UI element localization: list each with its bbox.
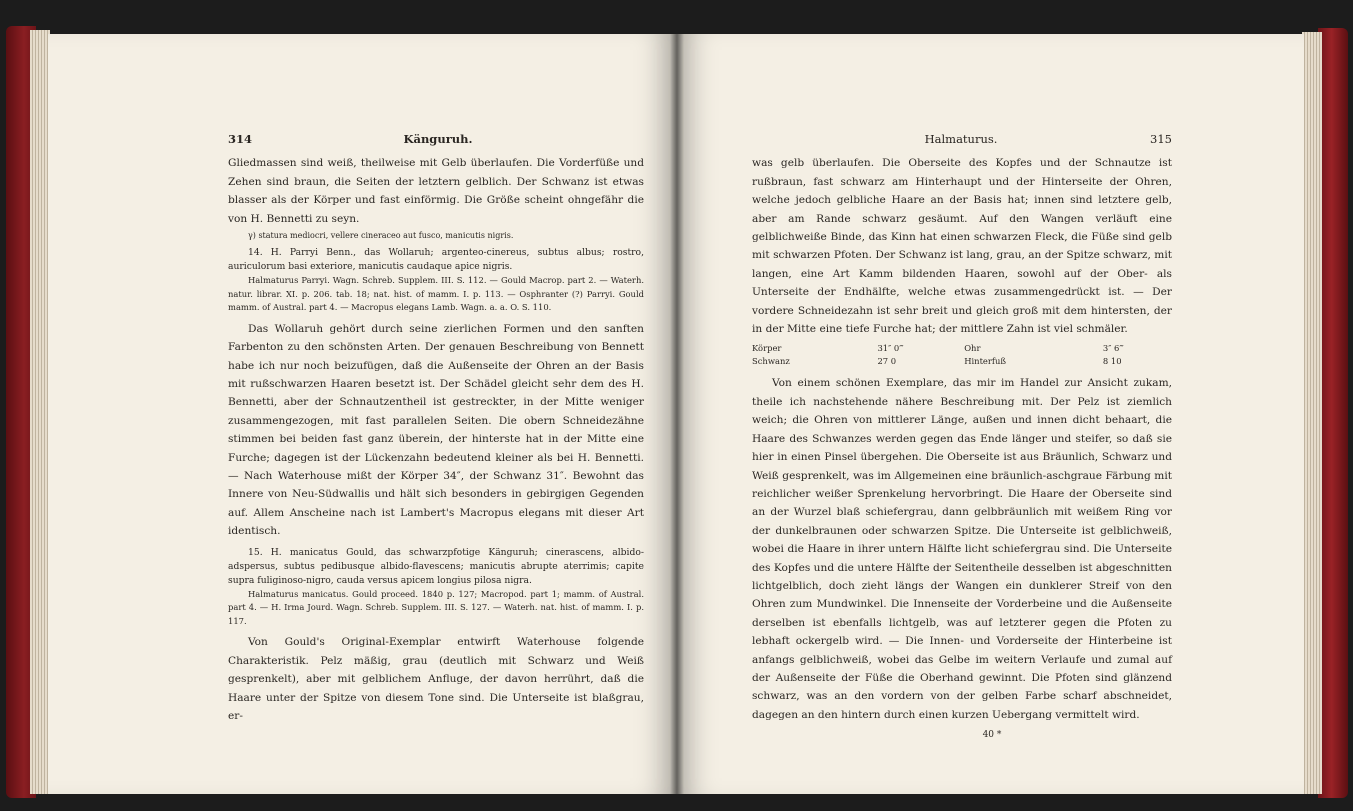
page-number: 315 xyxy=(1150,132,1172,146)
book-cover-right xyxy=(1318,28,1348,798)
measurements-table xyxy=(752,342,1172,368)
page-edges-right xyxy=(1302,32,1322,794)
paragraph: Von Gould's Original-Exemplar entwirft Waterhouse folgende Charakteristik. Pelz mäßig, grau (deutlich mit Schwarz und Weiß gesprenkelt), aber mit gelblichem Anfluge, der davon herrührt, daß die Haare unter der Spitze von diesem Tone sind. Die Unterseite ist blaßgrau, er- xyxy=(228,636,644,723)
measurement-label: Körper xyxy=(752,343,782,354)
right-text-column xyxy=(752,130,1172,745)
species-references: Halmaturus Parryi. Wagn. Schreb. Supplem. III. S. 112. — Gould Macrop. part 2. — Waterh. natur. librar. XI. p. 206. tab. 18; nat. hist. of mamm. I. p. 113. — Osphranter (?) Parryi. Gould mamm. of Austral. part 4. — Macropus elegans Lamb. Wagn. a. a. O. S. 110. xyxy=(228,275,644,313)
measurement-value: 3″ 6‴ xyxy=(1102,343,1124,354)
species-references: Halmaturus manicatus. Gould proceed. 1840 p. 127; Macropod. part 1; mamm. of Austral. part 4. — H. Irma Jourd. Wagn. Schreb. Supplem. III. S. 127. — Waterh. nat. hist. of mamm. I. p. 117. xyxy=(228,588,644,626)
measurement-value: 8 10 xyxy=(1102,356,1122,367)
species-heading: 15. H. manicatus Gould, das schwarzpfotige Känguruh; cinerascens, albido-adspersus, subtus pedibusque albido-flavescens; manicutis abrupte aterrimis; capite supra fuliginoso-nigro, cauda versus apicem longius pilosa nigra. xyxy=(228,546,644,586)
measurement-value: 31″ 0‴ xyxy=(877,343,904,354)
measurement-label: Hinterfuß xyxy=(964,356,1006,367)
paragraph: was gelb überlaufen. Die Oberseite des Kopfes und der Schnautze ist rußbraun, fast schwarz am Hinterhaupt und der Hinterseite der Ohren, welche jedoch gelbliche Haare an der Basis hat; innen sind letztere gelb, aber am Rande schwarz gesäumt. Auf den Wangen verläuft eine gelblichweiße Binde, das Kinn hat einen schwarzen Fleck, die Füße sind gelb mit schwarzen Pfoten. Der Schwanz ist lang, grau, an der Spitze schwarz, mit langen, eine Art Kamm bildenden Haaren, sowohl auf der Ober- als Unterseite der Endhälfte, welche etwas zusammengedrückt ist. — Der vordere Schneidezahn ist sehr breit und gleich groß mit dem hintersten, der in der Mitte eine tiefe Furche hat; der mittlere Zahn ist viel schmäler. xyxy=(752,157,1172,336)
running-title: Halmaturus. xyxy=(924,132,998,146)
right-page xyxy=(676,34,1304,794)
left-page xyxy=(48,34,676,794)
paragraph: Gliedmassen sind weiß, theilweise mit Gelb überlaufen. Die Vorderfüße und Zehen sind braun, die Seiten der letztern gelblich. Der Schwanz ist etwas blasser als der Körper und fast einförmig. Die Größe scheint ohngefähr die von H. Bennetti zu seyn. xyxy=(228,157,644,225)
page-edges-left xyxy=(30,30,50,794)
measurement-row xyxy=(752,355,1172,368)
right-page-header xyxy=(752,130,1172,148)
page-number: 314 xyxy=(228,132,253,146)
running-title: Känguruh. xyxy=(403,132,473,146)
species-heading: 14. H. Parryi Benn., das Wollaruh; argenteo-cinereus, subtus albus; rostro, auriculorum basi exteriore, manicutis caudaque apice nigris. xyxy=(228,247,644,273)
left-text-column xyxy=(228,130,644,726)
measurement-label: Schwanz xyxy=(752,356,790,367)
paragraph: Das Wollaruh gehört durch seine zierlichen Formen und den sanften Farbenton zu den schönsten Arten. Der genauen Beschreibung von Bennett habe ich nur noch beizufügen, daß die Außenseite der Ohren an der Basis mit rußschwarzen Haaren besetzt ist. Der Schädel gleicht sehr dem des H. Bennetti, aber der Schnautzentheil ist gestreckter, in der Mitte weniger zusammengezogen, mit fast parallelen Seiten. Die obern Schneidezähne stimmen bei beiden fast ganz überein, der hinterste hat in der Mitte eine Furche; dagegen ist der Lückenzahn bedeutend kleiner als bei H. Bennetti. — Nach Waterhouse mißt der Körper 34″, der Schwanz 31″. Bewohnt das Innere von Neu-Südwallis und hält sich besonders in gebirgigen Gegenden auf. Allem Anscheine nach ist Lambert's Macropus elegans mit dieser Art identisch. xyxy=(228,322,644,538)
measurement-value: 27 0 xyxy=(877,356,897,367)
left-page-header xyxy=(228,130,644,148)
signature-mark: 40 * xyxy=(982,730,1002,741)
measurement-row xyxy=(752,342,1172,355)
paragraph: Von einem schönen Exemplare, das mir im Handel zur Ansicht zukam, theile ich nachstehende nähere Beschreibung mit. Der Pelz ist ziemlich weich; die Ohren von mittlerer Länge, außen und innen dicht behaart, die Haare des Schwanzes werden gegen das Ende länger und steifer, so daß sie hier in einen Pinsel übergehen. Die Oberseite ist aus Bräunlich, Schwarz und Weiß gesprenkelt, was im Allgemeinen eine bräunlich-aschgraue Färbung mit reichlicher weißer Sprenkelung hervorbringt. Die Haare der Oberseite sind an der Wurzel blaß schiefergrau, dann gelbbräunlich mit weißem Ring vor der dunkelbraunen oder schwarzen Spitze. Die Unterseite ist gelblichweiß, wobei die Haare in ihrer untern Hälfte licht schiefergrau sind. Die Unterseite des Kopfes und die untere Hälfte der Seitentheile desselben ist abgeschnitten lichtgelblich, doch zieht längs der Wangen ein dunklerer Streif von den Ohren zum Mundwinkel. Die Innenseite der Vorderbeine und die Außenseite derselben ist ebenfalls lichtgelb, was auf letzterer gegen die Pfoten zu lebhaft ockergelb wird. — Die Innen- und Vorderseite der Hinterbeine ist anfangs gelblichweiß, wobei das Gelbe im weitern Verlaufe und zumal auf der Außenseite der Füße die Oberhand gewinnt. Die Pfoten sind glänzend schwarz, was an den vordern von der gelben Farbe scharf abschneidet, dagegen an den hintern durch einen kurzen Uebergang vermittelt wird. xyxy=(752,377,1172,721)
group-heading: γ) statura mediocri, vellere cineraceo aut fusco, manicutis nigris. xyxy=(248,231,514,241)
book-gutter xyxy=(670,34,684,794)
measurement-label: Ohr xyxy=(964,343,981,354)
